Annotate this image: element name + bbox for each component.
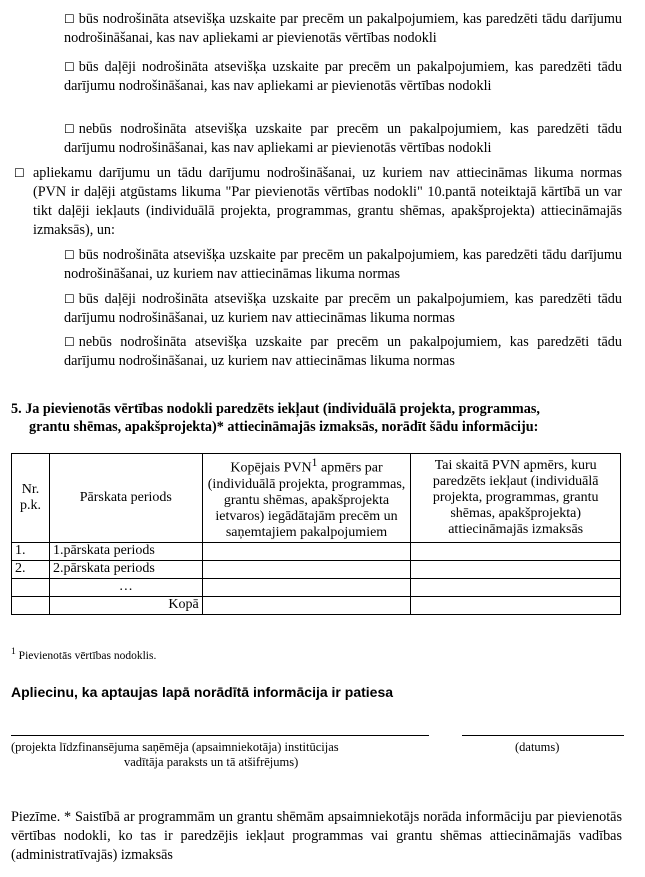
table-row bbox=[12, 560, 621, 578]
cell-eligible-vat-sum[interactable] bbox=[411, 596, 621, 614]
cell-period: 2.pārskata periods bbox=[49, 560, 202, 578]
total-label: Kopā bbox=[49, 596, 202, 614]
footnote-text: Pievienotās vērtības nodoklis. bbox=[15, 649, 157, 662]
signature-line[interactable] bbox=[11, 735, 429, 736]
date-caption: (datums) bbox=[515, 740, 560, 754]
cell-eligible-vat[interactable] bbox=[411, 560, 621, 578]
option-row-2-3 bbox=[64, 333, 622, 371]
attestation-statement: Apliecinu, ka aptaujas lapā norādītā informācija ir patiesa bbox=[11, 684, 394, 700]
checkbox-icon[interactable]: ☐ bbox=[64, 248, 75, 262]
checkbox-icon[interactable]: ☐ bbox=[14, 166, 25, 180]
cell-eligible-vat[interactable] bbox=[411, 578, 621, 596]
section-5-heading-line2: grantu shēmas, apakšprojekta)* attiecināmajās izmaksās, norādīt šādu informāciju: bbox=[29, 419, 539, 435]
table-row bbox=[12, 578, 621, 596]
vat-table bbox=[11, 453, 621, 615]
cell-nr: 2. bbox=[12, 560, 50, 578]
checkbox-icon[interactable]: ☐ bbox=[64, 335, 75, 349]
cell-total-vat[interactable] bbox=[202, 578, 411, 596]
note-paragraph: Piezīme. * Saistībā ar programmām un grantu shēmām apsaimniekotājs norāda informāciju par pievienotās vērtības nodokli, ko tas ir paredzējis iekļaut programmas vai grantu shēmas attiecināmajās vadības (administratīvajās) izmaksās bbox=[11, 809, 622, 863]
cell-nr bbox=[12, 596, 50, 614]
option-text-2: apliekamu darījumu un tādu darījumu nodrošināšanai, uz kuriem nav attiecināmas likuma normas (PVN ir daļēji atgūstams likuma "Par pievienotās vērtības nodokli" 10.pantā noteiktajā kārtībā un var tikt daļēji iekļauts (individuālā projekta, programmas, grantu shēmas, apakšprojekta) attiecināmajās izmaksās), un: bbox=[33, 165, 622, 238]
footnote bbox=[11, 645, 156, 663]
header-total-vat: Kopējais PVN$^1$ apmērs par (individuālā projekta, programmas, grantu shēmas, apakšprojekta ietvaros) iegādātajām precēm un saņemtajiem pakalpojumiem bbox=[202, 454, 411, 543]
section-5-heading-line1: 5. Ja pievienotās vērtības nodokli paredzēts iekļaut (individuālā projekta, programmas, bbox=[11, 401, 540, 417]
checkbox-icon[interactable]: ☐ bbox=[64, 12, 75, 26]
cell-period: 1.pārskata periods bbox=[49, 542, 202, 560]
option-text: būs daļēji nodrošināta atsevišķa uzskaite par precēm un pakalpojumiem, kas paredzēti tādu darījumu nodrošināšanai, uz kuriem nav attiecināmas likuma normas bbox=[64, 291, 622, 326]
cell-eligible-vat[interactable] bbox=[411, 542, 621, 560]
checkbox-icon[interactable]: ☐ bbox=[64, 292, 75, 306]
header-period: Pārskata periods bbox=[49, 454, 202, 543]
cell-nr: 1. bbox=[12, 542, 50, 560]
cell-nr bbox=[12, 578, 50, 596]
table-total-row bbox=[12, 596, 621, 614]
cell-period: … bbox=[49, 578, 202, 596]
option-text: būs daļēji nodrošināta atsevišķa uzskaite par precēm un pakalpojumiem, kas paredzēti tādu darījumu nodrošināšanai, kas nav apliekami ar pievienotās vērtības nodokli bbox=[64, 59, 622, 94]
table-row bbox=[12, 542, 621, 560]
header-nr: Nr. p.k. bbox=[12, 454, 50, 543]
cell-total-vat-sum[interactable] bbox=[202, 596, 411, 614]
cell-total-vat[interactable] bbox=[202, 542, 411, 560]
option-row-2-1 bbox=[64, 246, 622, 284]
option-row-2-2 bbox=[64, 290, 622, 328]
option-text: būs nodrošināta atsevišķa uzskaite par precēm un pakalpojumiem, kas paredzēti tādu darījumu nodrošināšanai, uz kuriem nav attiecināmas likuma normas bbox=[64, 247, 622, 282]
header-eligible-vat: Tai skaitā PVN apmērs, kuru paredzēts iekļaut (individuālā projekta, programmas, grantu shēmas, apakšprojekta) attiecināmajās izmaksās bbox=[411, 454, 621, 543]
checkbox-icon[interactable]: ☐ bbox=[64, 122, 75, 136]
signature-caption-line2: vadītāja paraksts un tā atšifrējums) bbox=[124, 755, 299, 769]
option-row-1-1 bbox=[64, 10, 622, 48]
cell-total-vat[interactable] bbox=[202, 560, 411, 578]
option-text: nebūs nodrošināta atsevišķa uzskaite par precēm un pakalpojumiem, kas paredzēti tādu darījumu nodrošināšanai, kas nav apliekami ar pievienotās vērtības nodokli bbox=[64, 121, 622, 156]
option-text: nebūs nodrošināta atsevišķa uzskaite par precēm un pakalpojumiem, kas paredzēti tādu darījumu nodrošināšanai, uz kuriem nav attiecināmas likuma normas bbox=[64, 334, 622, 369]
option-text: būs nodrošināta atsevišķa uzskaite par precēm un pakalpojumiem, kas paredzēti tādu darījumu nodrošināšanai, kas nav apliekami ar pievienotās vērtības nodokli bbox=[64, 11, 622, 46]
footnote-mark: 1 bbox=[11, 646, 16, 657]
option-row-1-2 bbox=[64, 58, 622, 96]
option-row-1-3 bbox=[64, 120, 622, 158]
checkbox-icon[interactable]: ☐ bbox=[64, 60, 75, 74]
table-header-row bbox=[12, 454, 621, 543]
signature-caption-line1: (projekta līdzfinansējuma saņēmēja (apsaimniekotāja) institūcijas bbox=[11, 740, 339, 754]
date-line[interactable] bbox=[462, 735, 624, 736]
